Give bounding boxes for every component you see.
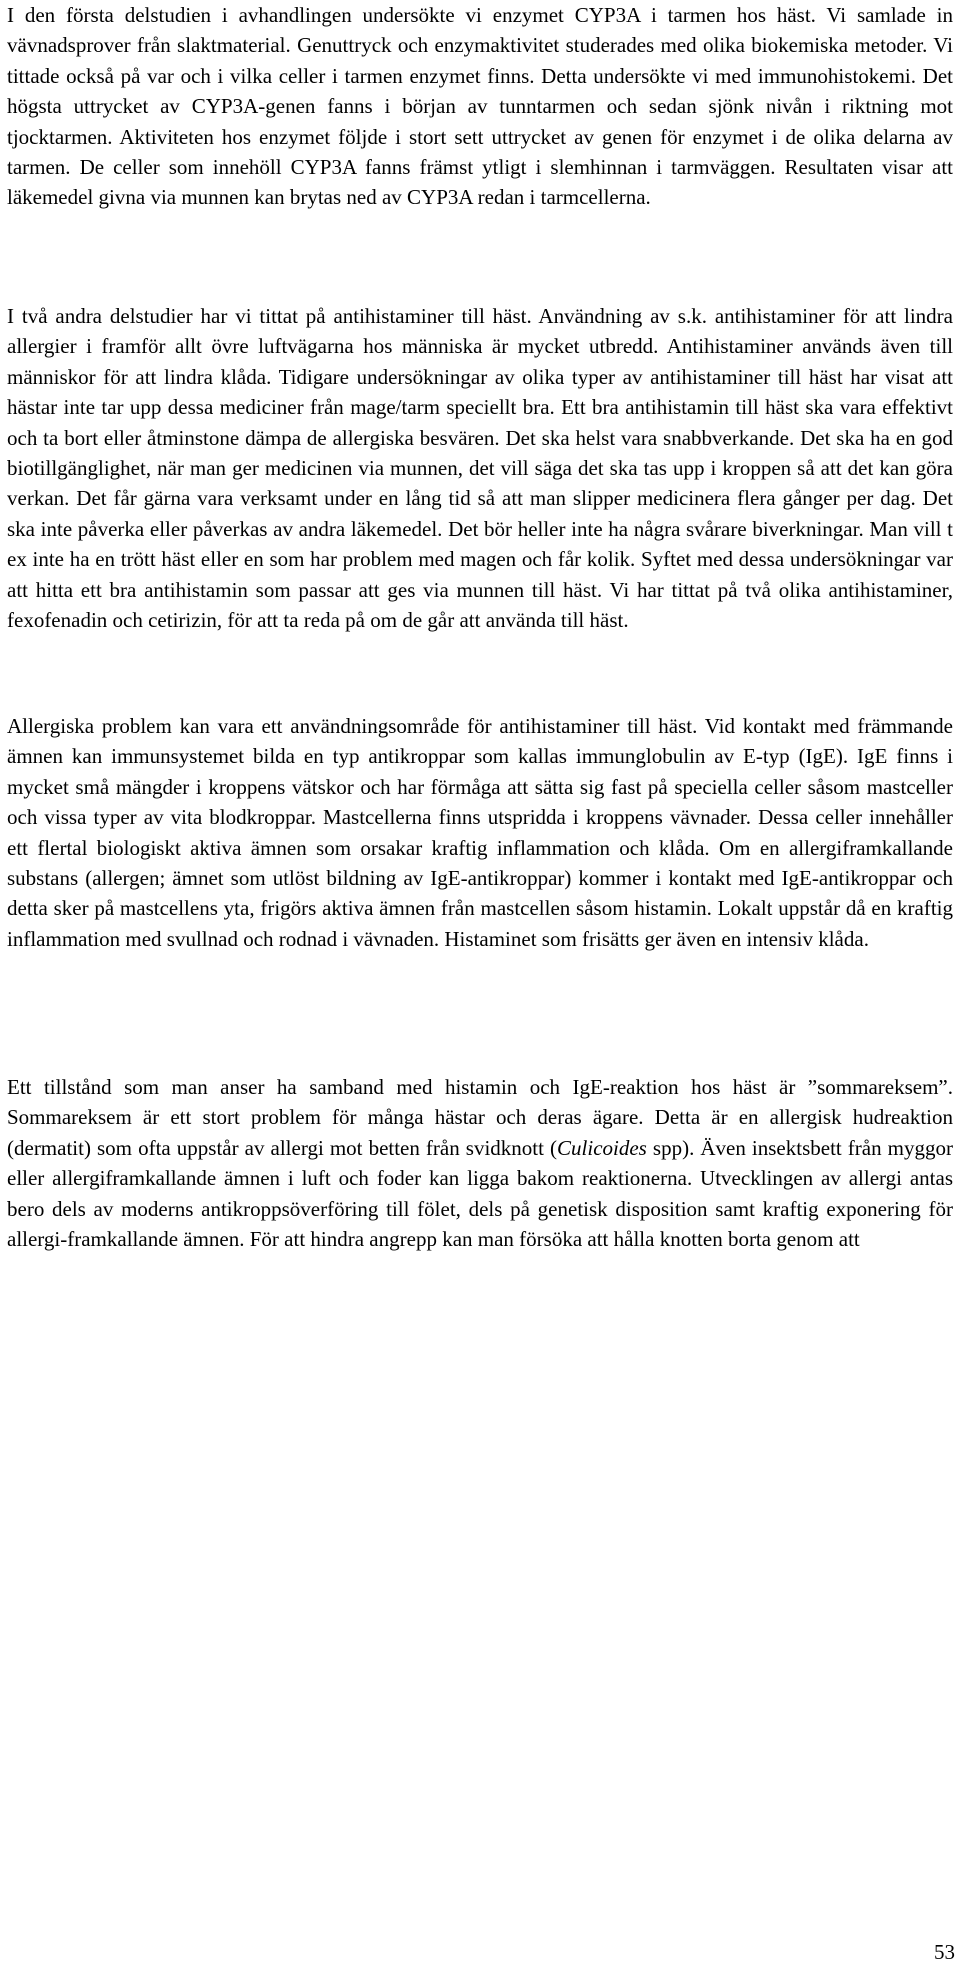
page-number: 53 (934, 1940, 955, 1964)
paragraph-antihistamine-studies (7, 301, 953, 635)
paragraph-text: I två andra delstudier har vi tittat på antihistaminer till häst. Användning av s.k. antihistaminer för att lindra allergier i framför allt övre luftvägarna hos människa är mycket utbredd. Antihistaminer används även till människor för att lindra klåda. Tidigare undersökningar av olika typer av antihistaminer till häst har visat att hästar inte tar upp dessa mediciner från mage/tarm speciellt bra. Ett bra antihistamin till häst ska vara effektivt och ta bort eller åtminstone dämpa de allergiska besvären. Det ska helst vara snabbverkande. Det ska ha en god biotillgänglighet, när man ger medicinen via munnen, det vill säga det ska tas upp i kroppen så att det kan göra verkan. Det får gärna vara verksamt under en lång tid så att man slipper medicinera flera gånger per dag. Det ska inte påverka eller påverkas av andra läkemedel. Det bör heller inte ha några svårare biverkningar. Man vill t ex inte ha en trött häst eller en som har problem med magen och får kolik. Syftet med dessa undersökningar var att hitta ett bra antihistamin som passar att ges via munnen till häst. Vi har tittat på två olika antihistaminer, fexofenadin och cetirizin, för att ta reda på om de går att använda till häst. (7, 304, 953, 633)
paragraph-text: spp). Även insektsbett från myggor eller allergiframkallande ämnen i luft och foder kan ligga bakom reaktionerna. Utvecklingen av allergi antas bero dels av moderns antikroppsöverföring till fölet, dels på genetisk disposition samt kraftig exponering för allergi-framkallande ämnen. För att hindra angrepp kan man försöka att hålla knotten borta genom att (7, 1135, 953, 1252)
paragraph-text: Allergiska problem kan vara ett användningsområde för antihistaminer till häst. Vid kontakt med främmande ämnen kan immunsystemet bilda en typ antikroppar som kallas immunglobulin av E-typ (IgE). IgE finns i mycket små mängder i kroppens vätskor och har förmåga att sätta sig fast på speciella celler såsom mastceller och vissa typer av vita blodkroppar. Mastcellerna finns utspridda i kroppens vävnader. Dessa celler innehåller ett flertal biologiskt aktiva ämnen som orsakar kraftig inflammation och klåda. Om en allergiframkallande substans (allergen; ämnet som utlöst bildning av IgE-antikroppar) kommer i kontakt med IgE-antikroppar och detta sker på mastcellens yta, frigörs aktiva ämnen från mastcellen såsom histamin. Lokalt uppstår då en kraftig inflammation med svullnad och rodnad i vävnaden. Histaminet som frisätts ger även en intensiv klåda. (7, 714, 953, 951)
paragraph-text: I den första delstudien i avhandlingen undersökte vi enzymet CYP3A i tarmen hos häst. Vi samlade in vävnadsprover från slaktmaterial. Genuttryck och enzymaktivitet studerades med olika biokemiska metoder. Vi tittade också på var och i vilka celler i tarmen enzymet finns. Detta undersökte vi med immunohistokemi. Det högsta uttrycket av CYP3A-genen fanns i början av tunntarmen och sedan sjönk nivån i riktning mot tjocktarmen. Aktiviteten hos enzymet följde i stort sett uttrycket av genen för enzymet i de olika delarna av tarmen. De celler som innehöll CYP3A fanns främst ytligt i slemhinnan i tarmväggen. Resultaten visar att läkemedel givna via munnen kan brytas ned av CYP3A redan i tarmcellerna. (7, 3, 953, 210)
paragraph-summer-eczema (7, 1072, 953, 1254)
species-name-italic: Culicoides (557, 1135, 647, 1160)
paragraph-cyp3a-study (7, 0, 953, 213)
paragraph-allergic-problems (7, 711, 953, 954)
paragraph-text: Ett tillstånd som man anser ha samband med histamin och IgE-reaktion hos häst är ”sommareksem”. Sommareksem är ett stort problem för många hästar och deras ägare. Detta är en allergisk hudreaktion (dermatit) som ofta uppstår av allergi mot betten från svidknott ( (7, 1075, 953, 1160)
